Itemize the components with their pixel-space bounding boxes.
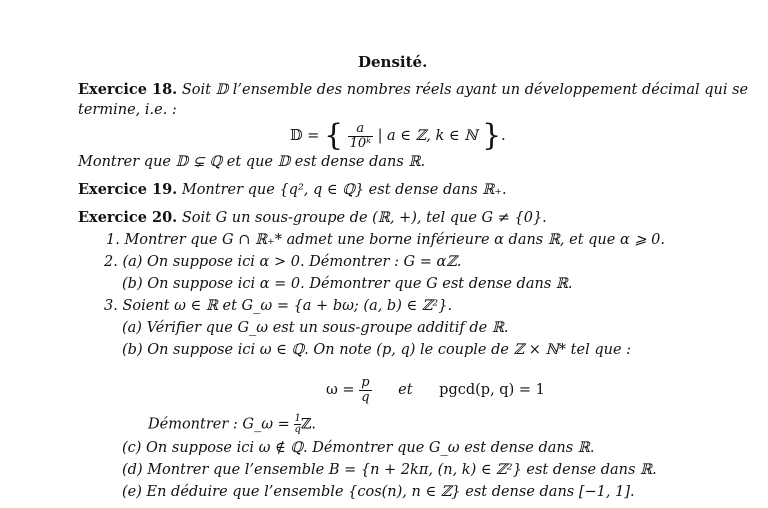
exercise-20-question-3e: (e) En déduire que l’ensemble {cos(n), n ∈ ℤ} est dense dans [−1, 1]. xyxy=(122,484,635,500)
formula-open-brace: { xyxy=(323,118,344,153)
formula-condition: | a ∈ ℤ, k ∈ ℕ xyxy=(377,128,478,144)
exercise-20-label: Exercice 20. xyxy=(78,209,178,226)
exercise-19 xyxy=(78,180,507,200)
exercise-20-question-3: 3. Soient ω ∈ ℝ et G_ω = {a + bω; (a, b) ∈ ℤ²}. xyxy=(104,298,453,314)
exercise-19-label: Exercice 19. xyxy=(78,181,178,198)
exercise-20 xyxy=(78,208,547,228)
exercise-20-demonstrate xyxy=(148,414,316,435)
demonstrate-text: Démontrer : G_ω = xyxy=(148,416,290,433)
page-title: Densité. xyxy=(358,53,428,71)
exercise-18-text-line2: termine, i.e. : xyxy=(78,102,177,118)
formula-numerator: a xyxy=(356,120,365,136)
exercise-20-text: Soit G un sous-groupe de (ℝ, +), tel que G ≠ {0}. xyxy=(181,210,547,226)
omega-numerator: p xyxy=(361,374,370,390)
exercise-18-label: Exercice 18. xyxy=(78,81,178,98)
exercise-20-question-2a: 2. (a) On suppose ici α > 0. Démontrer : G = αℤ. xyxy=(104,254,462,270)
omega-denominator: q xyxy=(361,389,370,405)
demonstrate-end: ℤ. xyxy=(300,416,317,433)
omega-formula xyxy=(326,372,545,408)
demonstrate-fraction-den: q xyxy=(294,424,301,435)
demonstrate-fraction-num: 1 xyxy=(294,413,301,424)
exercise-20-question-3b: (b) On suppose ici ω ∈ ℚ. On note (p, q) le couple de ℤ × ℕ* tel que : xyxy=(122,342,632,358)
exercise-20-question-2b: (b) On suppose ici α = 0. Démontrer que G est dense dans ℝ. xyxy=(122,276,573,292)
omega-eq: ω = xyxy=(326,382,355,398)
omega-fraction xyxy=(359,376,371,405)
exercise-20-question-3d: (d) Montrer que l’ensemble B = {n + 2kπ, (n, k) ∈ ℤ²} est dense dans ℝ. xyxy=(122,462,657,478)
omega-gcd: pgcd(p, q) = 1 xyxy=(439,382,545,398)
exercise-20-question-3a: (a) Vérifier que G_ω est un sous-groupe additif de ℝ. xyxy=(122,320,509,336)
exercise-18-heading xyxy=(78,80,748,100)
exercise-18-text-line1: Soit 𝔻 l’ensemble des nombres réels ayant un développement décimal qui se xyxy=(181,82,749,98)
exercise-20-question-3c: (c) On suppose ici ω ∉ ℚ. Démontrer que G_ω est dense dans ℝ. xyxy=(122,440,595,456)
formula-fraction xyxy=(348,122,373,151)
omega-et: et xyxy=(398,382,413,398)
exercise-20-question-1: 1. Montrer que G ∩ ℝ₊* admet une borne inférieure α dans ℝ, et que α ⩾ 0. xyxy=(106,232,665,248)
exercise-19-text: Montrer que {q², q ∈ ℚ} est dense dans ℝ₊. xyxy=(181,182,507,198)
formula-close-brace: } xyxy=(482,118,502,153)
exercise-18-question: Montrer que 𝔻 ⊊ ℚ et que 𝔻 est dense dans ℝ. xyxy=(78,154,426,170)
formula-lhs: 𝔻 = xyxy=(290,128,320,144)
exercise-18-formula: 𝔻 = { $\frac{a}{\text{10ᵏ}}$ | a ∈ ℤ, k ∈ ℕ }. xyxy=(290,118,506,153)
formula-denominator: 10ᵏ xyxy=(349,135,371,151)
